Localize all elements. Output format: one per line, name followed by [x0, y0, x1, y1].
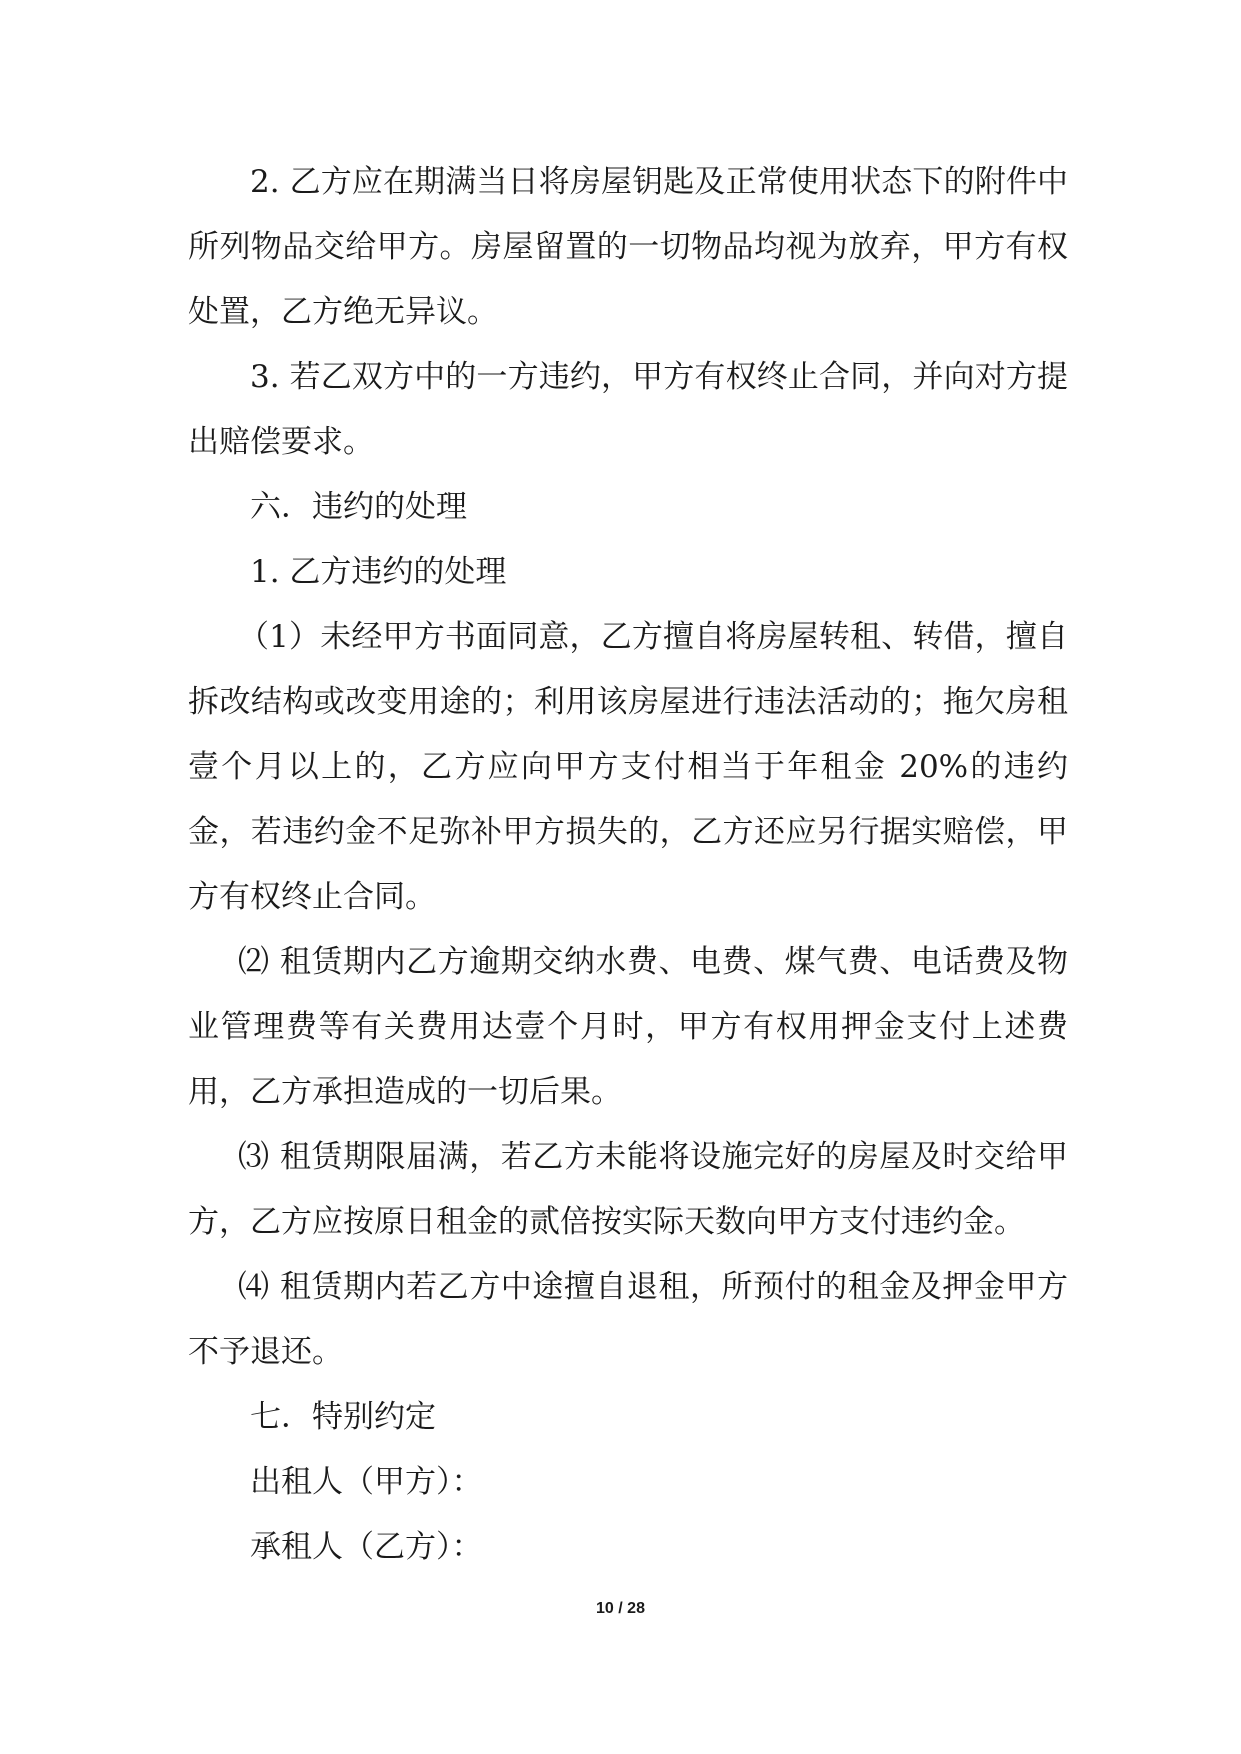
page-number: 10 / 28 — [596, 1600, 645, 1617]
paragraph-item-4: ⑷ 租赁期内若乙方中途擅自退租，所预付的租金及押金甲方不予退还。 — [188, 1269, 1068, 1370]
paragraph-item-2: ⑵ 租赁期内乙方逾期交纳水费、电费、煤气费、电话费及物业管理费等有关费用达壹个月时，甲方有权用押金支付上述费用，乙方承担造成的一切后果。 — [188, 944, 1068, 1110]
paragraph-item-1: （1）未经甲方书面同意，乙方擅自将房屋转租、转借，擅自拆改结构或改变用途的；利用该房屋进行违法活动的；拖欠房租壹个月以上的，乙方应向甲方支付相当于年租金 20%的违约金，若违约金不足弥补甲方损失的，乙方还应另行据实赔偿，甲方有权终止合同。 — [188, 619, 1068, 915]
document-body — [188, 150, 1068, 1580]
signature-lessee: 承租人（乙方）： — [250, 1529, 483, 1565]
paragraph-item-3: ⑶ 租赁期限届满，若乙方未能将设施完好的房屋及时交给甲方，乙方应按原日租金的贰倍按实际天数向甲方支付违约金。 — [188, 1139, 1068, 1240]
section-heading-special-terms: 七．特别约定 — [250, 1399, 436, 1435]
section-heading-breach-handling: 六．违约的处理 — [250, 489, 467, 525]
paragraph-breach-termination: 3. 若乙双方中的一方违约，甲方有权终止合同，并向对方提出赔偿要求。 — [188, 359, 1068, 460]
subheading-tenant-breach: 1. 乙方违约的处理 — [250, 554, 507, 590]
paragraph-return-keys: 2. 乙方应在期满当日将房屋钥匙及正常使用状态下的附件中所列物品交给甲方。房屋留置的一切物品均视为放弃，甲方有权处置，乙方绝无异议。 — [188, 164, 1068, 330]
signature-lessor: 出租人（甲方）： — [250, 1464, 483, 1500]
